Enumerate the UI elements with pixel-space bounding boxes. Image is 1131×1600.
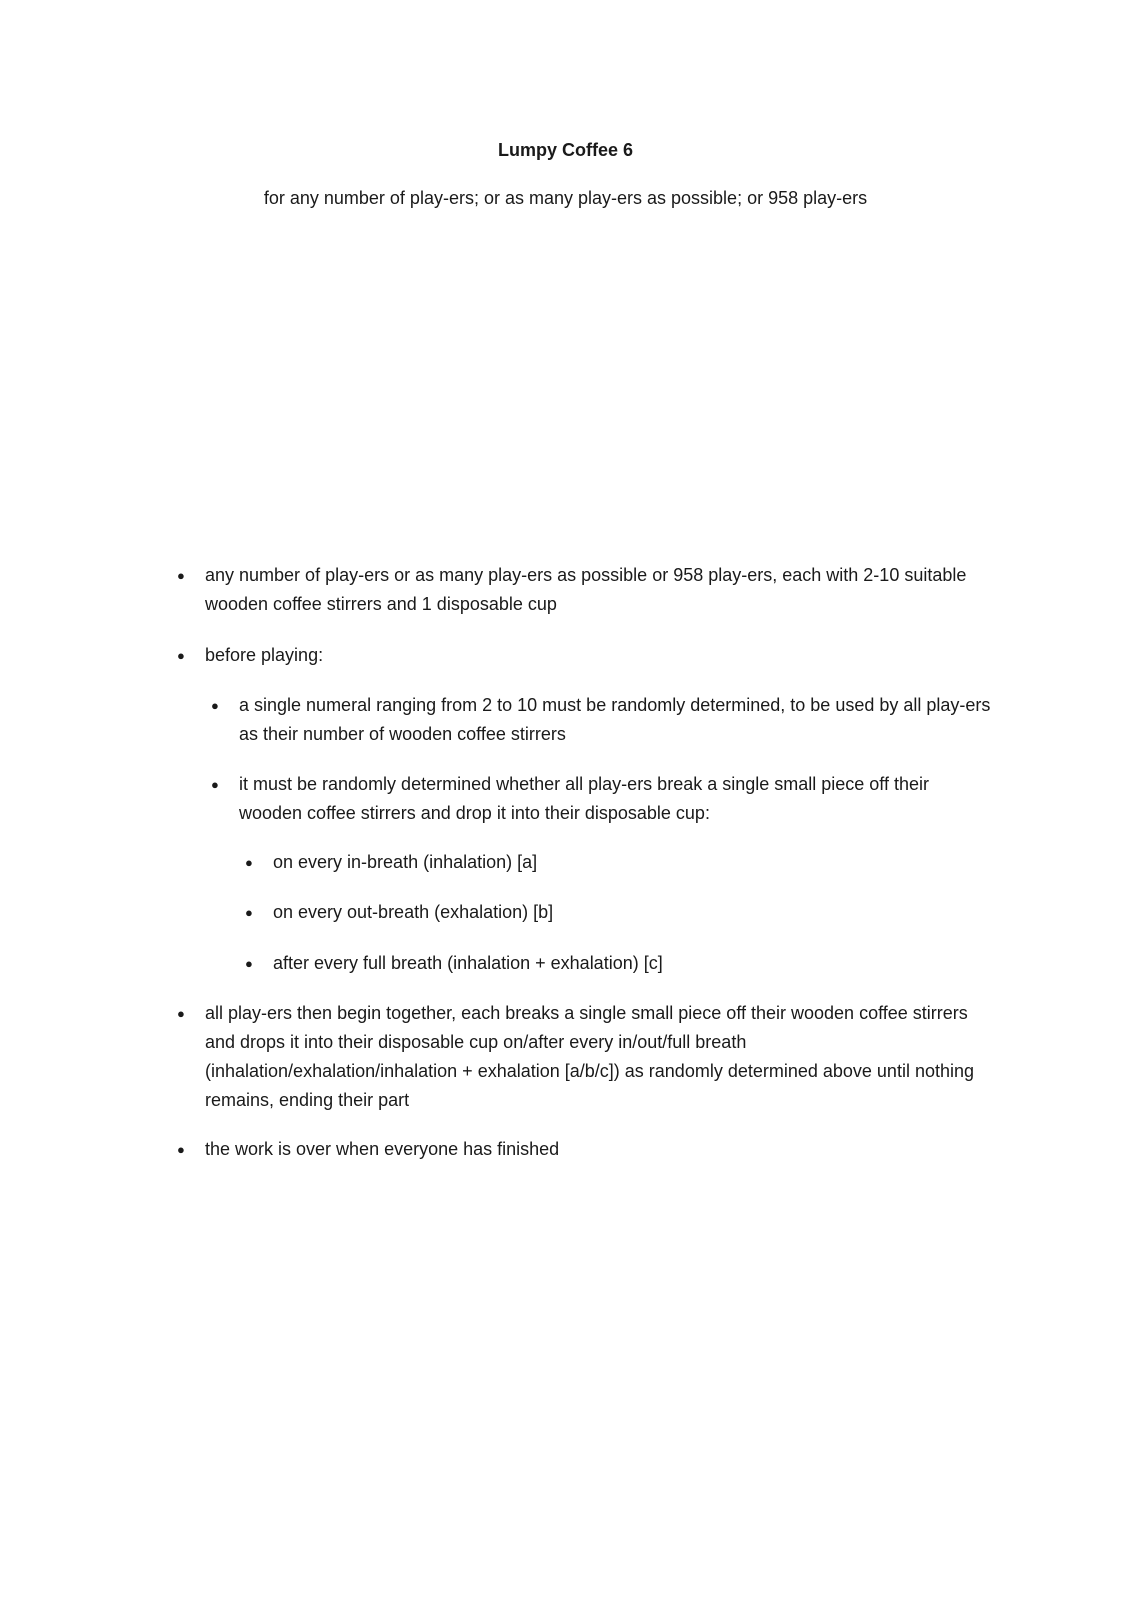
bullet-icon: ● [211, 698, 219, 713]
bullet-icon: ● [245, 855, 253, 870]
list-item [177, 1135, 995, 1164]
bullet-icon: ● [245, 905, 253, 920]
bullet-icon: ● [177, 568, 185, 583]
list-item [177, 561, 995, 619]
list-item [177, 641, 995, 670]
bullet-icon: ● [177, 1142, 185, 1157]
list-item [211, 691, 995, 749]
list-item-text: a single numeral ranging from 2 to 10 must be randomly determined, to be used by all play-ers as their number of wooden coffee stirrers [239, 695, 991, 744]
list-item-text: after every full breath (inhalation + exhalation) [c] [273, 953, 663, 973]
bullet-icon: ● [177, 648, 185, 663]
list-item [245, 949, 973, 978]
list-item [211, 770, 995, 828]
list-item [245, 898, 973, 927]
list-item-text: the work is over when everyone has finished [205, 1139, 560, 1159]
list-item [245, 848, 973, 877]
list-item-text: on every out-breath (exhalation) [b] [273, 902, 554, 922]
bullet-icon: ● [177, 1006, 185, 1021]
bullet-icon: ● [211, 777, 219, 792]
list-item-text: on every in-breath (inhalation) [a] [273, 852, 538, 872]
list-item-text: before playing: [205, 645, 324, 665]
list-item-text: all play-ers then begin together, each breaks a single small piece off their wooden coffee stirrers and drops it into their disposable cup on/after every in/out/full breath (inhalation/exhalation/inhalation + exhalation [a/b/c]) as randomly determined above until nothing remains, ending their part [205, 1003, 974, 1110]
list-item-text: it must be randomly determined whether all play-ers break a single small piece off their wooden coffee stirrers and drop it into their disposable cup: [239, 774, 929, 823]
list-item-text: any number of play-ers or as many play-ers as possible or 958 play-ers, each with 2-10 suitable wooden coffee stirrers and 1 disposable cup [205, 565, 967, 614]
list-item [177, 999, 995, 1115]
document-title: Lumpy Coffee 6 [497, 140, 634, 160]
bullet-icon: ● [245, 956, 253, 971]
document-subtitle: for any number of play-ers; or as many play-ers as possible; or 958 play-ers [263, 188, 868, 208]
